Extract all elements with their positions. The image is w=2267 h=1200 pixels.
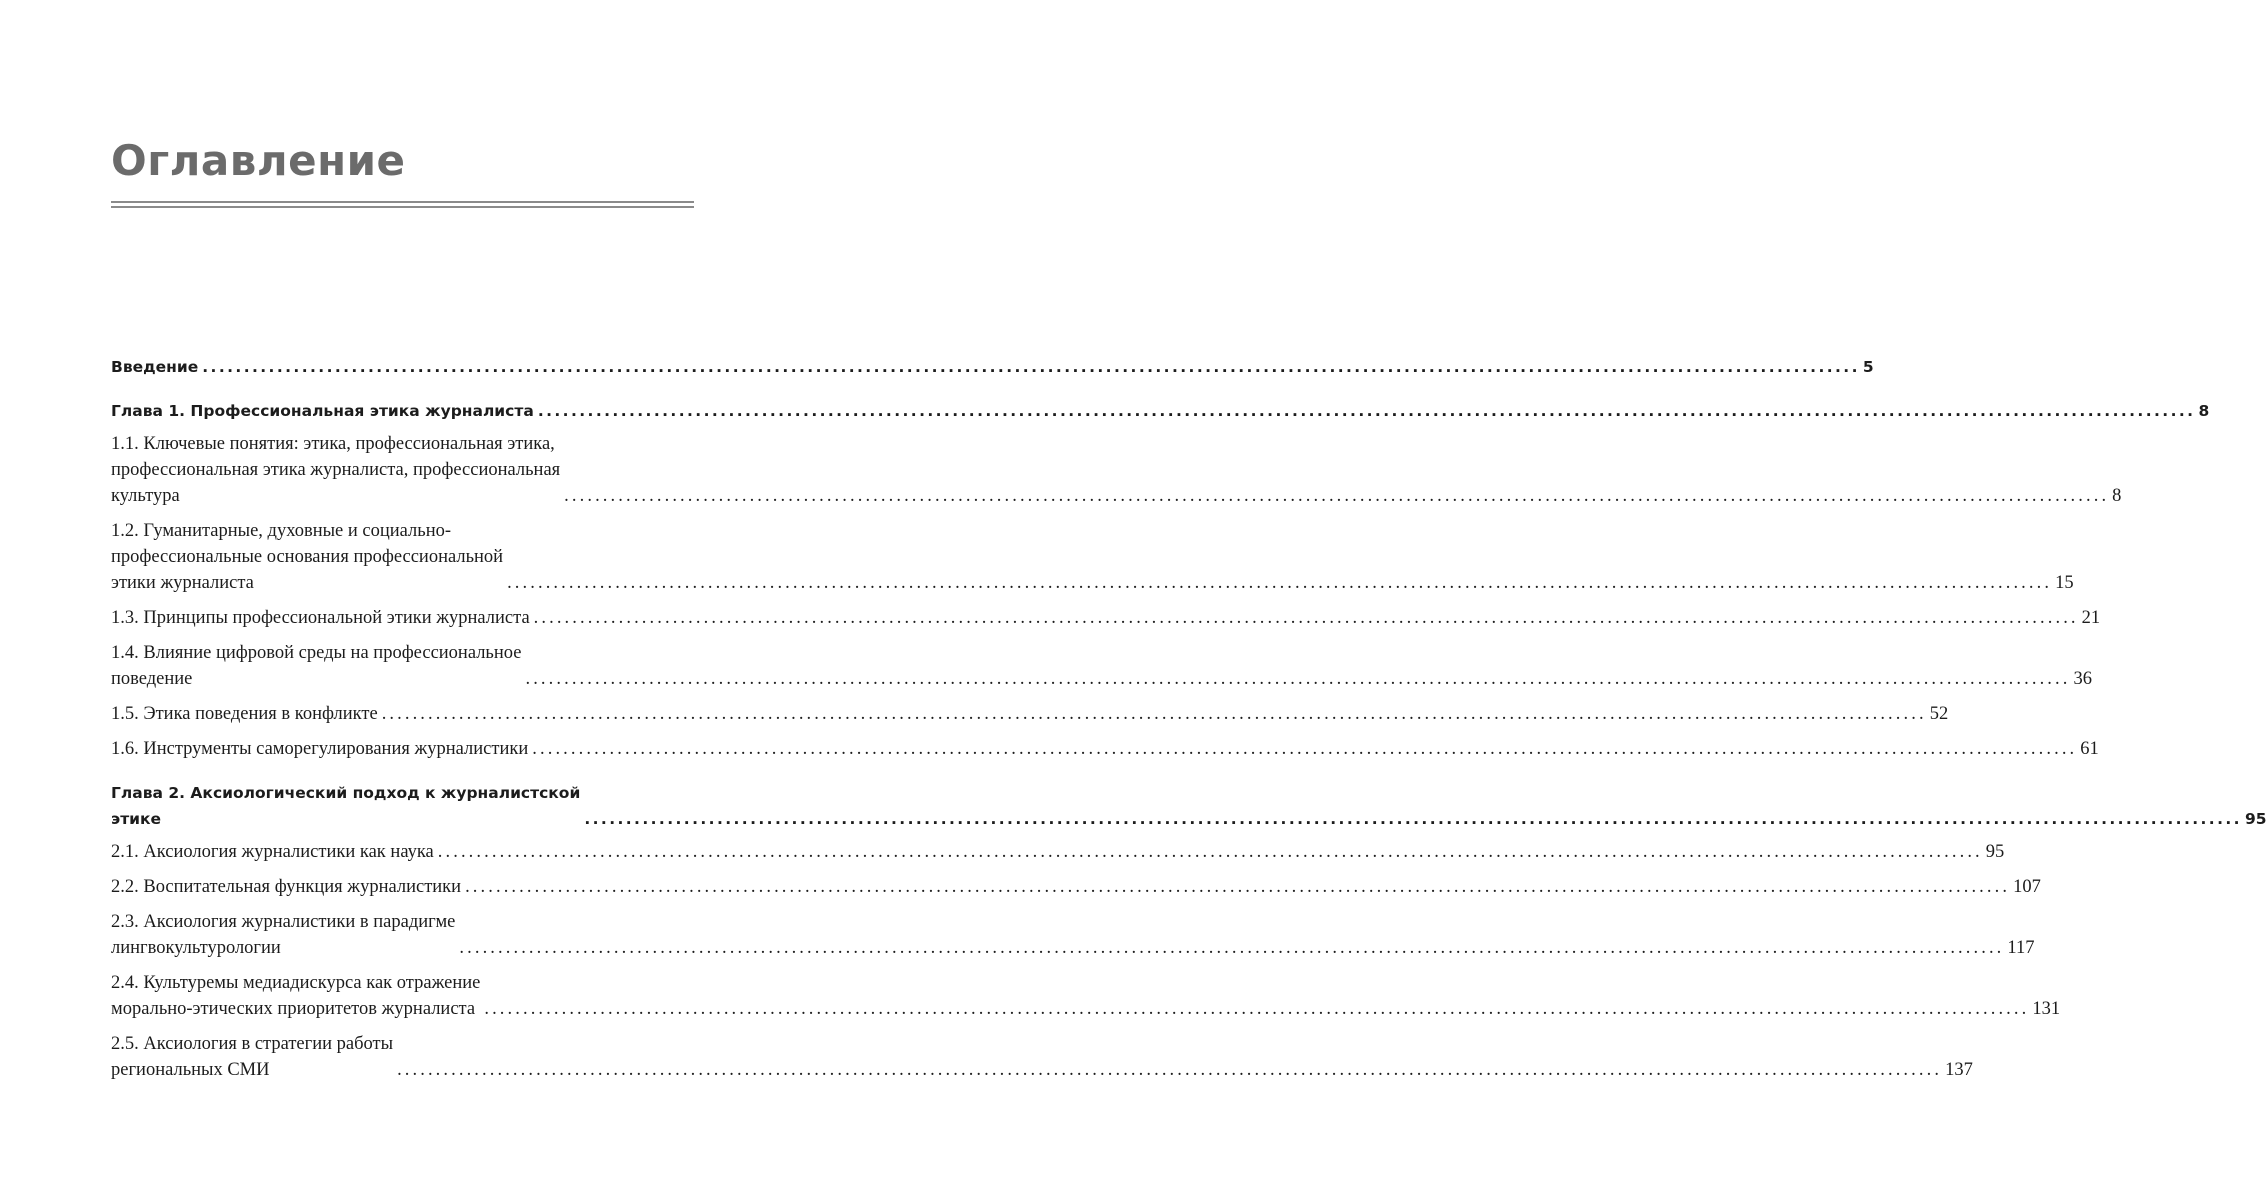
toc-entry-line: 2.1. Аксиология журналистики как наука [111,842,434,862]
title-rule-lower [111,206,694,208]
toc-entry-1-4[interactable] [111,640,2092,692]
toc-entry-line: 1.3. Принципы профессиональной этики журналиста [111,608,530,628]
toc-page-number: 21 [2081,608,2101,628]
toc-entry-line: Глава 2. Аксиологический подход к журналистской [111,784,581,802]
toc-entry-line: 1.4. Влияние цифровой среды на профессиональное [111,643,522,663]
toc-entry-2-3[interactable] [111,909,2035,961]
toc-page-number: 5 [1862,358,1874,376]
toc-entry-2-1[interactable] [111,839,2005,865]
toc-page-number: 52 [1929,704,1949,724]
toc-entry-line: 2.2. Воспитательная функция журналистики [111,877,462,897]
toc-entry-1-2[interactable] [111,518,2074,596]
dot-leader: ........................................................................................................................................................................................................ [202,358,1860,376]
dot-leader: ........................................................................................................................................................................................................ [564,486,2110,506]
title-rule-upper [111,201,694,203]
toc-entry-line: этики журналиста [111,573,254,593]
toc-entry-line: 2.5. Аксиология в стратегии работы [111,1034,394,1054]
toc-entry-line: культура [111,486,180,506]
toc-page-number: 15 [2055,573,2074,593]
dot-leader: ........................................................................................................................................................................................................ [507,573,2053,593]
toc-entry-line: поведение [111,669,193,689]
dot-leader: ........................................................................................................................................................................................................ [381,704,1927,724]
toc-entry-1-1[interactable] [111,431,2122,509]
toc-entry-2-5[interactable] [111,1031,1973,1083]
toc-page-number: 117 [2007,938,2035,958]
toc-entry-line: 2.4. Культуремы медиадискурса как отражение [111,973,481,993]
toc-entry-line: профессиональная этика журналиста, профессиональная [111,460,561,480]
toc-page-number: 137 [1945,1060,1973,1080]
toc-page-number: 131 [2032,999,2061,1019]
table-of-contents [111,354,2267,1083]
toc-entry-label: Глава 1. Профессиональная этика журналиста [111,402,534,420]
toc-entry-line: 1.1. Ключевые понятия: этика, профессиональная этика, [111,434,555,454]
toc-entry-line: 1.2. Гуманитарные, духовные и социально- [111,521,452,541]
toc-entry-line: 1.6. Инструменты саморегулирования журналистики [111,739,529,759]
dot-leader: ........................................................................................................................................................................................................ [532,739,2078,759]
dot-leader: ........................................................................................................................................................................................................ [584,810,2242,828]
toc-entry-line: 2.3. Аксиология журналистики в парадигме [111,912,456,932]
toc-entry-2-2[interactable] [111,874,2041,900]
toc-entry-2-4[interactable] [111,970,2061,1022]
toc-entry-1-5[interactable] [111,701,1949,727]
toc-entry-line: профессиональные основания профессиональной [111,547,504,567]
dot-leader: ........................................................................................................................................................................................................ [437,842,1983,862]
dot-leader: ........................................................................................................................................................................................................ [459,938,2005,958]
toc-page-number: 8 [2112,486,2122,506]
toc-entry-line: региональных СМИ [111,1060,270,1080]
toc-entry-label: Введение [111,358,199,376]
toc-entry-line: 1.5. Этика поведения в конфликте [111,704,378,724]
page-title: Оглавление [111,136,406,185]
toc-entry-line: лингвокультурологии [111,938,281,958]
toc-page-number: 95 [2244,810,2267,828]
toc-page-number: 61 [2080,739,2099,759]
toc-entry-line: этике [111,810,162,828]
toc-entry-1-6[interactable] [111,736,2099,762]
toc-entry-line: морально-этических приоритетов журналиста [111,999,476,1019]
dot-leader: ........................................................................................................................................................................................................ [465,877,2011,897]
toc-page-number: 8 [2198,402,2210,420]
dot-leader: ........................................................................................................................................................................................................ [397,1060,1943,1080]
toc-page-number: 36 [2073,669,2092,689]
dot-leader: ........................................................................................................................................................................................................ [525,669,2071,689]
toc-entry-1-3[interactable] [111,605,2101,631]
toc-entry-chapter-1[interactable] [111,398,2210,424]
dot-leader: ........................................................................................................................................................................................................ [537,402,2196,420]
toc-page-number: 107 [2013,877,2041,897]
toc-page-number: 95 [1985,842,2005,862]
dot-leader: ........................................................................................................................................................................................................ [484,999,2030,1019]
toc-entry-intro[interactable] [111,354,1874,380]
toc-entry-chapter-2[interactable] [111,780,2267,832]
dot-leader: ........................................................................................................................................................................................................ [533,608,2079,628]
